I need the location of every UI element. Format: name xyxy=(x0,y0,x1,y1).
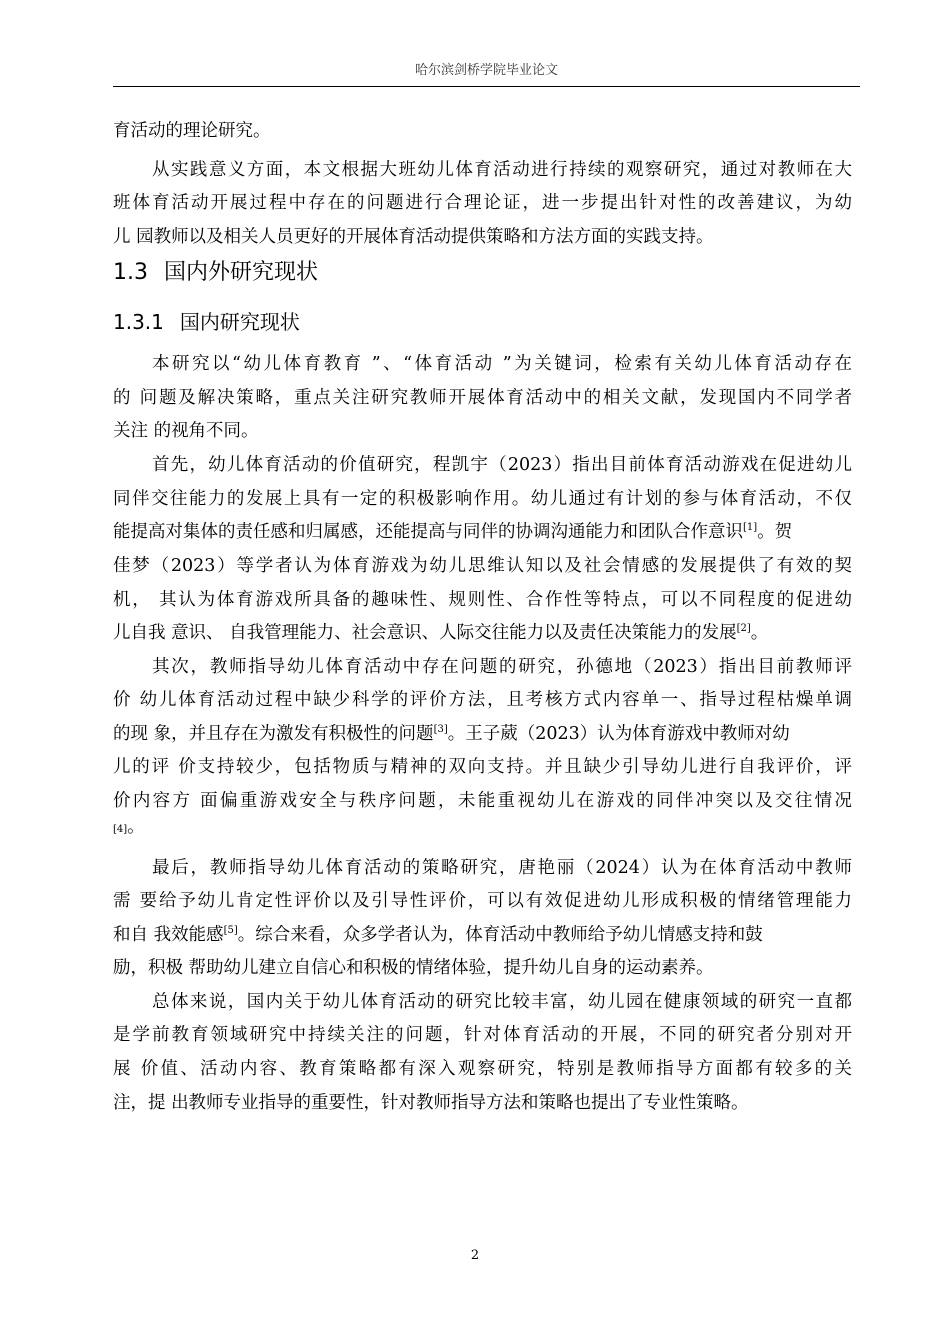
body-line: 总体来说，国内关于幼儿体育活动的研究比较丰富，幼儿园在健康领域的研究一直都 xyxy=(152,992,852,1012)
body-text: 和自 我效能感 xyxy=(113,925,224,945)
body-line: 同伴交往能力的发展上具有一定的积极影响作用。幼儿通过有计划的参与体育活动，不仅 xyxy=(113,489,852,509)
citation-ref: [1] xyxy=(743,522,758,534)
header-divider xyxy=(113,86,860,87)
body-line: 展 价值、活动内容、教育策略都有深入观察研究，特别是教师指导方面都有较多的关 xyxy=(113,1059,852,1079)
body-line xyxy=(113,722,863,746)
citation-ref: [4] xyxy=(113,824,128,835)
body-text: 。综合来看，众多学者认为，体育活动中教师给予幼儿情感支持和鼓 xyxy=(237,925,763,945)
section-title: 国内研究现状 xyxy=(179,310,300,334)
body-line: 是学前教育领域研究中持续关注的问题，针对体育活动的开展，不同的研究者分别对开 xyxy=(113,1025,852,1045)
body-text: 。王子葳（2023）认为体育游戏中教师对幼 xyxy=(447,724,790,744)
body-text: 儿自我 意识、 自我管理能力、社会意识、人际交往能力以及责任决策能力的发展 xyxy=(113,623,737,643)
section-heading-1-3 xyxy=(113,259,318,287)
body-line: 价 幼儿体育活动过程中缺少科学的评价方法，且考核方式内容单一、指导过程枯燥单调 xyxy=(113,690,852,710)
body-text: 的现 象，并且存在为激发有积极性的问题 xyxy=(113,724,434,744)
body-text: 。 xyxy=(127,817,145,837)
body-line: 价内容方 面偏重游戏安全与秩序问题，未能重视幼儿在游戏的同伴冲突以及交往情况 xyxy=(113,791,852,811)
body-line xyxy=(113,520,863,544)
body-line: 的 问题及解决策略，重点关注研究教师开展体育活动中的相关文献，发现国内不同学者 xyxy=(113,388,852,408)
body-line: 励，积极 帮助幼儿建立自信心和积极的情绪体验，提升幼儿自身的运动素养。 xyxy=(113,958,714,978)
body-line: 需 要给予幼儿肯定性评价以及引导性评价，可以有效促进幼儿形成积极的情绪管理能力 xyxy=(113,891,852,911)
body-line: 注，提 出教师专业指导的重要性，针对教师指导方法和策略也提出了专业性策略。 xyxy=(113,1093,749,1113)
citation-ref: [5] xyxy=(223,925,238,937)
section-heading-1-3-1 xyxy=(113,309,300,335)
body-line: 班体育活动开展过程中存在的问题进行合理论证，进一步提出针对性的改善建议，为幼 xyxy=(113,193,852,213)
section-title: 国内外研究现状 xyxy=(164,260,319,285)
body-line: 机， 其认为体育游戏所具备的趣味性、规则性、合作性等特点，可以不同程度的促进幼 xyxy=(113,590,852,610)
body-line xyxy=(113,923,863,947)
page-header: 哈尔滨剑桥学院毕业论文 xyxy=(414,63,558,78)
page-number: 2 xyxy=(470,1248,480,1263)
body-text: 。贺 xyxy=(757,522,793,542)
body-line: 首先，幼儿体育活动的价值研究，程凯宇（2023）指出目前体育活动游戏在促进幼儿 xyxy=(152,455,852,475)
body-text: 能提高对集体的责任感和归属感，还能提高与同伴的协调沟通能力和团队合作意识 xyxy=(113,522,743,542)
body-text: 。 xyxy=(750,623,769,643)
body-line: 儿的评 价支持较少，包括物质与精神的双向支持。并且缺少引导幼儿进行自我评价，评 xyxy=(113,757,852,777)
body-line: 儿 园教师以及相关人员更好的开展体育活动提供策略和方法方面的实践支持。 xyxy=(113,227,714,247)
body-line: 从实践意义方面，本文根据大班幼儿体育活动进行持续的观察研究，通过对教师在大 xyxy=(152,160,852,180)
body-line xyxy=(113,815,863,842)
body-line: 最后，教师指导幼儿体育活动的策略研究，唐艳丽（2024）认为在体育活动中教师 xyxy=(152,858,852,878)
section-number: 1.3.1 xyxy=(113,310,164,334)
body-line xyxy=(113,621,863,645)
body-line: 育活动的理论研究。 xyxy=(113,121,271,141)
body-line: 本研究以“幼儿体育教育 ”、“体育活动 ”为关键词，检索有关幼儿体育活动存在 xyxy=(152,354,852,374)
body-line: 其次，教师指导幼儿体育活动中存在问题的研究，孙德地（2023）指出目前教师评 xyxy=(152,657,852,677)
body-line: 佳梦（2023）等学者认为体育游戏为幼儿思维认知以及社会情感的发展提供了有效的契 xyxy=(113,556,852,576)
body-line: 关注 的视角不同。 xyxy=(113,421,259,441)
citation-ref: [2] xyxy=(736,623,751,635)
citation-ref: [3] xyxy=(433,724,448,736)
section-number: 1.3 xyxy=(113,260,148,285)
